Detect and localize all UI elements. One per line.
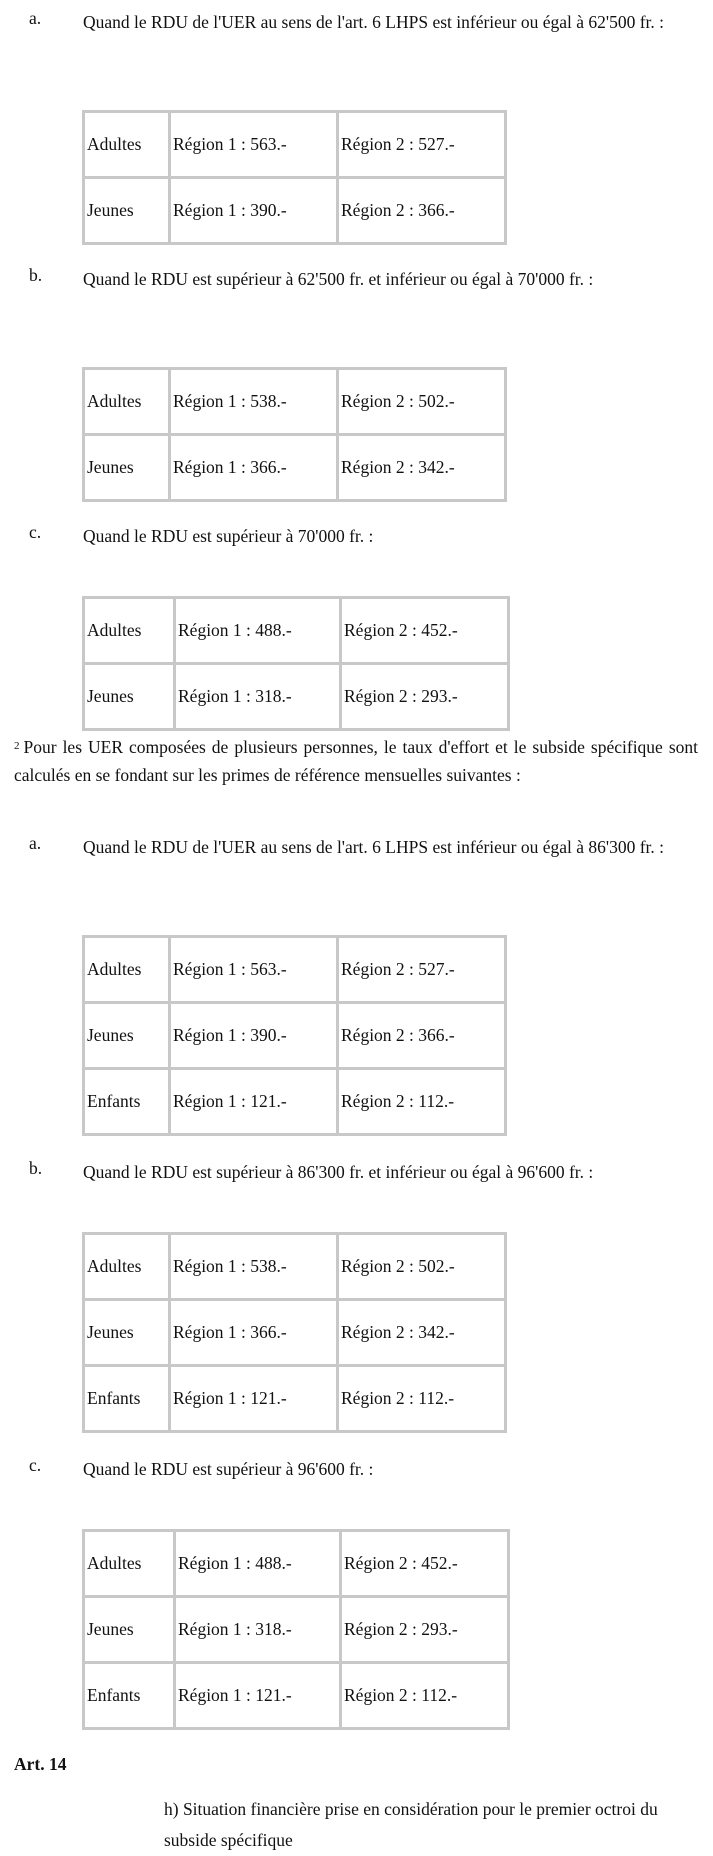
region-1-cell: Région 1 : 366.- <box>170 435 338 501</box>
table-row <box>84 1234 506 1300</box>
region-1-cell: Région 1 : 563.- <box>170 112 338 178</box>
article-title: Art. 14 <box>14 1754 67 1774</box>
category-cell: Adultes <box>84 937 170 1003</box>
paragraph-text: Pour les UER composées de plusieurs personnes, le taux d'effort et le subside spécifique sont calculés en se fondant sur les primes de référence mensuelles suivantes : <box>14 737 698 785</box>
table-row <box>84 1069 506 1135</box>
region-2-cell: Région 2 : 452.- <box>341 1531 509 1597</box>
region-1-cell: Région 1 : 390.- <box>170 178 338 244</box>
region-1-cell: Région 1 : 488.- <box>175 1531 341 1597</box>
region-2-cell: Région 2 : 112.- <box>338 1069 506 1135</box>
premium-table-1c <box>82 596 510 731</box>
table-row <box>84 1003 506 1069</box>
region-1-cell: Région 1 : 538.- <box>170 1234 338 1300</box>
item-letter: a. <box>29 833 42 853</box>
table-row <box>84 598 509 664</box>
region-2-cell: Région 2 : 342.- <box>338 435 506 501</box>
table-row <box>84 1597 509 1663</box>
region-2-cell: Région 2 : 366.- <box>338 178 506 244</box>
category-cell: Adultes <box>84 1234 170 1300</box>
category-cell: Jeunes <box>84 1597 175 1663</box>
table-row <box>84 435 506 501</box>
category-cell: Jeunes <box>84 178 170 244</box>
category-cell: Jeunes <box>84 664 175 730</box>
region-1-cell: Région 1 : 121.- <box>170 1069 338 1135</box>
table-row <box>84 1300 506 1366</box>
table-row <box>84 664 509 730</box>
table-row <box>84 178 506 244</box>
item-text: Quand le RDU de l'UER au sens de l'art. 6 LHPS est inférieur ou égal à 62'500 fr. : <box>83 12 665 32</box>
category-cell: Jeunes <box>84 1300 170 1366</box>
category-cell: Adultes <box>84 369 170 435</box>
table-row <box>84 937 506 1003</box>
region-2-cell: Région 2 : 502.- <box>338 369 506 435</box>
paragraph-number: 2 <box>14 740 20 752</box>
region-2-cell: Région 2 : 112.- <box>341 1663 509 1729</box>
region-2-cell: Région 2 : 342.- <box>338 1300 506 1366</box>
premium-table-2a <box>82 935 507 1136</box>
category-cell: Jeunes <box>84 435 170 501</box>
table-row <box>84 1531 509 1597</box>
paragraph-2 <box>14 733 698 789</box>
region-1-cell: Région 1 : 488.- <box>175 598 341 664</box>
region-1-cell: Région 1 : 390.- <box>170 1003 338 1069</box>
category-cell: Enfants <box>84 1366 170 1432</box>
item-letter: c. <box>29 522 42 542</box>
item-letter: b. <box>29 265 43 285</box>
category-cell: Adultes <box>84 112 170 178</box>
table-row <box>84 112 506 178</box>
premium-table-2b <box>82 1232 507 1433</box>
region-1-cell: Région 1 : 318.- <box>175 1597 341 1663</box>
item-letter: a. <box>29 8 42 28</box>
item-letter: c. <box>29 1455 42 1475</box>
item-text: Quand le RDU est supérieur à 86'300 fr. et inférieur ou égal à 96'600 fr. : <box>83 1162 594 1182</box>
table-row <box>84 1366 506 1432</box>
category-cell: Enfants <box>84 1663 175 1729</box>
category-cell: Jeunes <box>84 1003 170 1069</box>
item-text: Quand le RDU de l'UER au sens de l'art. 6 LHPS est inférieur ou égal à 86'300 fr. : <box>83 837 665 857</box>
category-cell: Enfants <box>84 1069 170 1135</box>
region-1-cell: Région 1 : 318.- <box>175 664 341 730</box>
category-cell: Adultes <box>84 598 175 664</box>
item-text: Quand le RDU est supérieur à 96'600 fr. : <box>83 1459 374 1479</box>
premium-table-2c <box>82 1529 510 1730</box>
region-1-cell: Région 1 : 121.- <box>170 1366 338 1432</box>
category-cell: Adultes <box>84 1531 175 1597</box>
table-row <box>84 1663 509 1729</box>
item-text: Quand le RDU est supérieur à 62'500 fr. et inférieur ou égal à 70'000 fr. : <box>83 269 594 289</box>
premium-table-1a <box>82 110 507 245</box>
table-row <box>84 369 506 435</box>
region-2-cell: Région 2 : 112.- <box>338 1366 506 1432</box>
region-1-cell: Région 1 : 538.- <box>170 369 338 435</box>
region-1-cell: Région 1 : 121.- <box>175 1663 341 1729</box>
premium-table-1b <box>82 367 507 502</box>
item-text: Quand le RDU est supérieur à 70'000 fr. : <box>83 526 374 546</box>
article-note: h) Situation financière prise en considération pour le premier octroi du subside spécifique <box>164 1799 658 1850</box>
region-2-cell: Région 2 : 527.- <box>338 112 506 178</box>
region-1-cell: Région 1 : 563.- <box>170 937 338 1003</box>
region-1-cell: Région 1 : 366.- <box>170 1300 338 1366</box>
region-2-cell: Région 2 : 452.- <box>341 598 509 664</box>
region-2-cell: Région 2 : 293.- <box>341 1597 509 1663</box>
region-2-cell: Région 2 : 502.- <box>338 1234 506 1300</box>
region-2-cell: Région 2 : 366.- <box>338 1003 506 1069</box>
region-2-cell: Région 2 : 293.- <box>341 664 509 730</box>
region-2-cell: Région 2 : 527.- <box>338 937 506 1003</box>
item-letter: b. <box>29 1158 43 1178</box>
